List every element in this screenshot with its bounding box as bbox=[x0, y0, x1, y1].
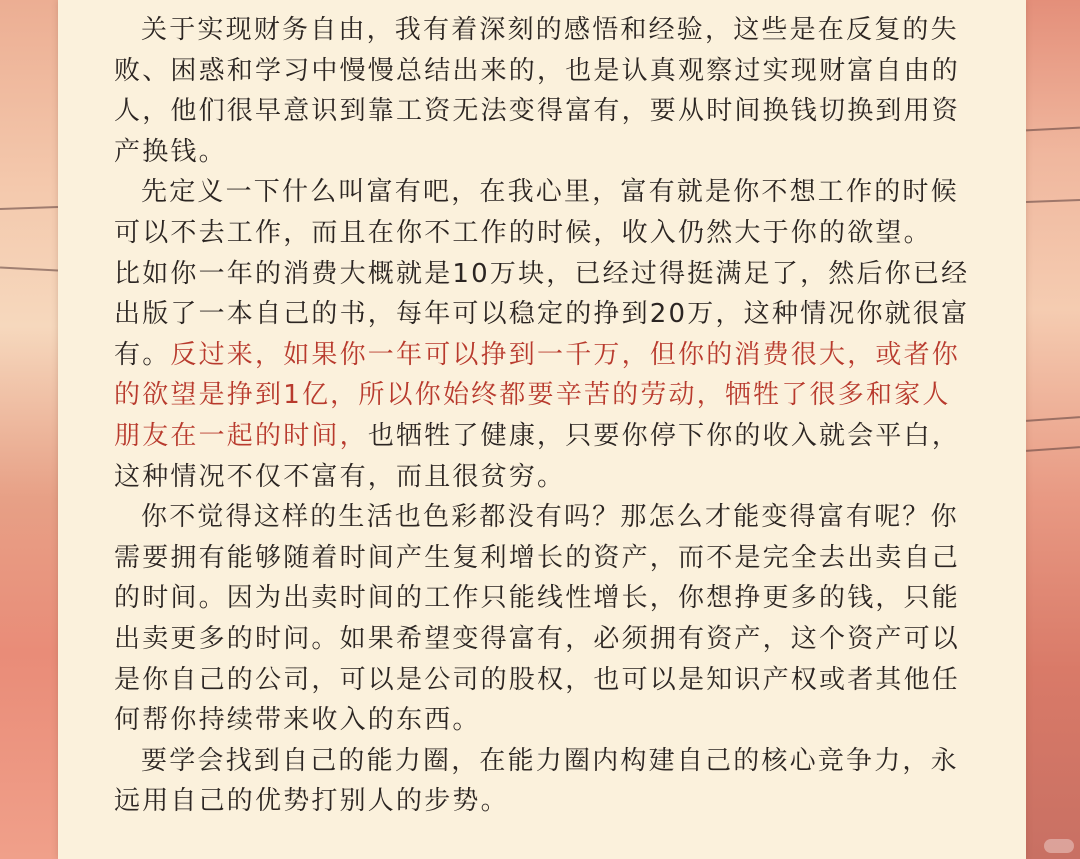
paragraph-3 bbox=[114, 254, 974, 498]
paragraph-1: 关于实现财务自由，我有着深刻的感悟和经验，这些是在反复的失败、困惑和学习中慢慢总结出来的，也是认真观察过实现财富自由的人，他们很早意识到靠工资无法变得富有，要从时间换钱切换到用资产换钱。 bbox=[114, 15, 961, 167]
watermark-badge bbox=[1044, 839, 1074, 853]
left-sunset-background bbox=[0, 0, 58, 859]
paragraph-3-text: 比如你一年的消费大概就是10万块，已经过得挺满足了，然后你已经出版了一本自己的书，每年可以稳定的挣到20万，这种情况你就很富有。 bbox=[114, 258, 970, 370]
paragraph-3-tail: 也牺牲了健康，只要你停下你的收入就会平白，这种情况不仅不富有，而且很贫穷。 bbox=[114, 420, 961, 492]
article-body bbox=[114, 10, 974, 822]
power-line bbox=[1026, 199, 1080, 203]
power-line bbox=[0, 266, 58, 271]
power-line bbox=[1026, 127, 1080, 132]
power-line bbox=[1026, 446, 1080, 452]
paragraph-3-highlight: 反过来，如果你一年可以挣到一千万，但你的消费很大，或者你的欲望是挣到1亿，所以你始终都要辛苦的劳动，牺牲了很多和家人朋友在一起的时间， bbox=[114, 339, 961, 451]
power-line bbox=[1026, 416, 1080, 422]
paragraph-4: 你不觉得这样的生活也色彩都没有吗？那怎么才能变得富有呢？你需要拥有能够随着时间产生复利增长的资产，而不是完全去出卖自己的时间。因为出卖时间的工作只能线性增长，你想挣更多的钱，只能出卖更多的时问。如果希望变得富有，必须拥有资产，这个资产可以是你自己的公司，可以是公司的股权，也可以是知识产权或者其他任何帮你持续带来收入的东西。 bbox=[114, 502, 961, 736]
article-paper bbox=[58, 0, 1026, 859]
paragraph-2: 先定义一下什么叫富有吧，在我心里，富有就是你不想工作的时候可以不去工作，而且在你不工作的时候，收入仍然大于你的欲望。 bbox=[114, 177, 959, 248]
paragraph-5: 要学会找到自己的能力圈，在能力圈内构建自己的核心竞争力，永远用自己的优势打别人的步势。 bbox=[114, 745, 959, 817]
right-sunset-background bbox=[1026, 0, 1080, 859]
power-line bbox=[0, 206, 58, 210]
